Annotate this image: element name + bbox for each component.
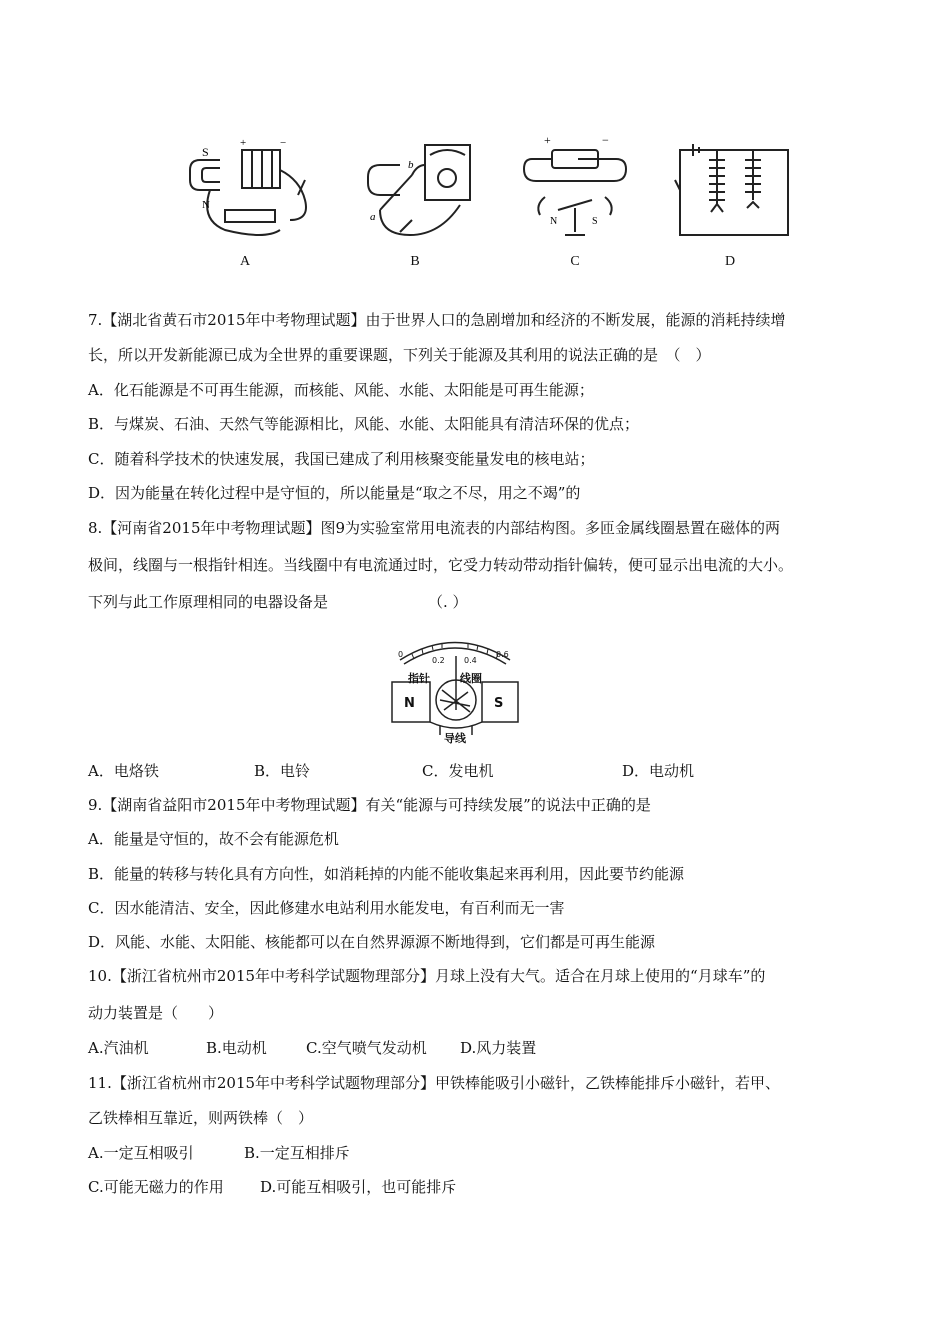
q7-stem-line1: 7.【湖北省黄石市2015年中考物理试题】由于世界人口的急剧增加和经济的不断发展，能源的消耗持续增 [88, 311, 786, 329]
figure-c-s: S [592, 216, 598, 227]
figure-b-label: B [410, 254, 420, 269]
q10-option-c: C.空气喷气发动机 [306, 1039, 427, 1057]
figure-c-minus: − [602, 133, 609, 147]
meter-tick-2: 0.4 [464, 656, 477, 665]
figure-a-minus: − [280, 137, 287, 149]
q8-stem-line1: 8.【河南省2015年中考物理试题】图9为实验室常用电流表的内部结构图。多匝金属线圈悬置在磁体的两 [88, 519, 781, 537]
q11-option-b: B.一定互相排斥 [244, 1144, 350, 1162]
q8-option-b: B．电铃 [254, 762, 311, 780]
meter-pointer-label: 指针 [408, 672, 430, 685]
q10-option-b: B.电动机 [206, 1039, 267, 1057]
q7-option-c: C．随着科学技术的快速发展，我国已建成了利用核聚变能量发电的核电站； [88, 450, 595, 468]
figure-d [665, 120, 795, 280]
figure-c-n: N [550, 216, 558, 227]
q11-option-a: A.一定互相吸引 [88, 1144, 194, 1162]
q10-stem-line2: 动力装置是（ ） [88, 1004, 224, 1022]
q7-option-a: A．化石能源是不可再生能源，而核能、风能、水能、太阳能是可再生能源； [88, 381, 594, 399]
meter-tick-3: 0.6 [496, 650, 509, 659]
figure-a-pole-s: S [202, 145, 209, 159]
q8-option-d: D．电动机 [622, 762, 695, 780]
q8-option-c: C．发电机 [422, 762, 494, 780]
q9-option-b: B．能量的转移与转化具有方向性，如消耗掉的内能不能收集起来再利用，因此要节约能源 [88, 865, 685, 883]
meter-coil-label: 线圈 [460, 672, 482, 685]
figure-a-diagram [180, 120, 310, 250]
meter-tick-0: 0 [398, 650, 404, 659]
q8-answer-bracket: （. ） [428, 593, 468, 611]
q7-option-b: B．与煤炭、石油、天然气等能源相比，风能、水能、太阳能具有清洁环保的优点； [88, 415, 640, 433]
ammeter-figure [390, 630, 520, 745]
figure-a-label: A [239, 254, 251, 269]
figure-row [170, 120, 790, 280]
q11-stem-line1: 11.【浙江省杭州市2015年中考科学试题物理部分】甲铁棒能吸引小磁针，乙铁棒能排斥小磁针，若甲、 [88, 1074, 781, 1092]
figure-c-plus: + [544, 133, 551, 147]
meter-wire-label: 导线 [444, 732, 466, 745]
figure-a [180, 120, 310, 280]
figure-a-plus: + [240, 137, 247, 149]
q9-stem: 9.【湖南省益阳市2015年中考物理试题】有关“能源与可持续发展”的说法中正确的是 [88, 796, 651, 814]
q8-stem-line2: 极间，线圈与一根指针相连。当线圈中有电流通过时，它受力转动带动指针偏转，便可显示出电流的大小。 [88, 556, 794, 574]
q7-stem-line2: 长，所以开发新能源已成为全世界的重要课题，下列关于能源及其利用的说法正确的是 （ ） [88, 346, 711, 364]
q10-option-d: D.风力装置 [460, 1039, 537, 1057]
figure-a-pole-n: N [202, 199, 210, 211]
meter-tick-1: 0.2 [432, 656, 445, 665]
q9-option-a: A．能量是守恒的，故不会有能源危机 [88, 830, 339, 848]
q9-option-d: D．风能、水能、太阳能、核能都可以在自然界源源不断地得到，它们都是可再生能源 [88, 933, 656, 951]
q8-option-a: A．电烙铁 [88, 762, 159, 780]
q7-option-d: D．因为能量在转化过程中是守恒的，所以能量是“取之不尽，用之不竭”的 [88, 484, 581, 502]
q11-option-c: C.可能无磁力的作用 [88, 1178, 224, 1196]
figure-b-diagram [350, 120, 480, 250]
q10-option-a: A.汽油机 [88, 1039, 149, 1057]
q11-stem-line2: 乙铁棒相互靠近，则两铁棒（ ） [88, 1109, 314, 1127]
meter-pole-s: S [494, 696, 504, 711]
figure-c-label: C [570, 254, 580, 269]
q11-option-d: D.可能互相吸引，也可能排斥 [260, 1178, 457, 1196]
figure-d-diagram [665, 120, 795, 250]
figure-b-label-b: b [408, 159, 414, 171]
q9-option-c: C．因水能清洁、安全，因此修建水电站利用水能发电，有百利而无一害 [88, 899, 565, 917]
figure-c [510, 120, 640, 280]
figure-d-label: D [724, 254, 736, 269]
ammeter-diagram [390, 630, 520, 745]
meter-pole-n: N [404, 696, 415, 711]
q10-stem-line1: 10.【浙江省杭州市2015年中考科学试题物理部分】月球上没有大气。适合在月球上使用的“月球车”的 [88, 967, 766, 985]
figure-b [350, 120, 480, 280]
figure-b-label-a: a [370, 211, 376, 223]
q8-stem-line3: 下列与此工作原理相同的电器设备是 [88, 593, 329, 611]
figure-c-diagram [510, 120, 640, 250]
